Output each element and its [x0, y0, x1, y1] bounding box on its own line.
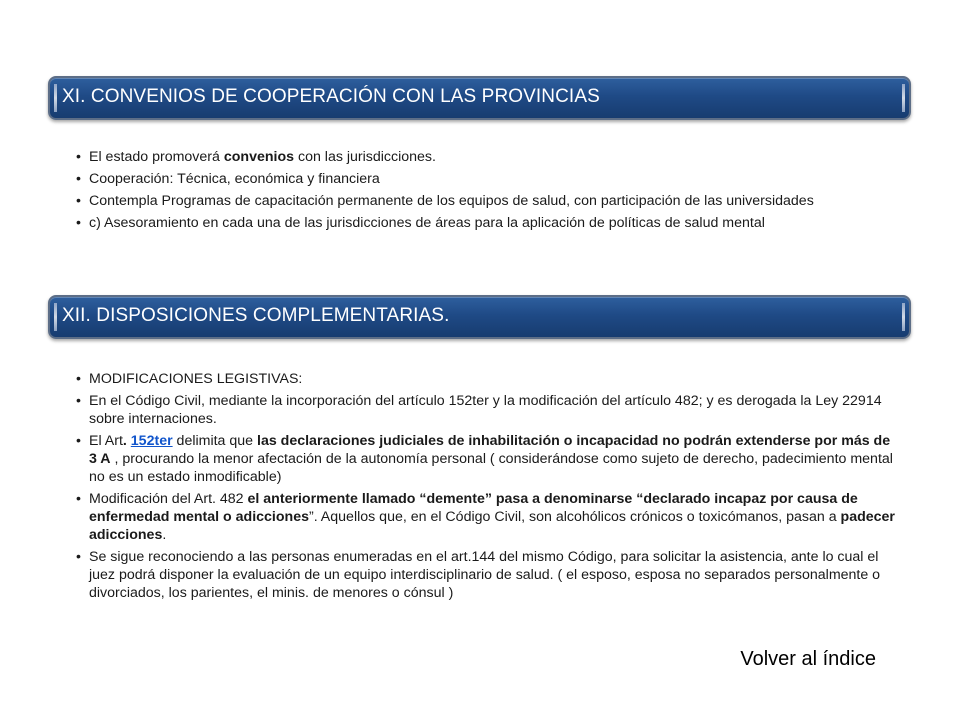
- bullet-bold-text: padecer adicciones: [89, 509, 895, 543]
- list-item: [76, 392, 898, 428]
- list-item: [76, 192, 906, 210]
- banner-left-accent: [54, 84, 57, 112]
- bullet-bold-text: el anteriormente llamado “demente” pasa a denominarse “declarado incapaz por causa de enfermedad mental o adicciones: [89, 491, 858, 525]
- list-item: [76, 490, 898, 544]
- section-xii-list: [76, 370, 898, 606]
- list-item: [76, 548, 898, 602]
- list-item: [76, 432, 898, 486]
- back-to-index-link[interactable]: Volver al índice: [740, 648, 876, 670]
- bullet-text: Modificación del Art. 482: [89, 491, 248, 507]
- bullet-text: El estado promoverá: [89, 149, 224, 165]
- art-152ter-link[interactable]: 152ter: [130, 433, 173, 449]
- list-item: [76, 148, 906, 166]
- section-xi-title: XI. CONVENIOS DE COOPERACIÓN CON LAS PROVINCIAS: [62, 86, 600, 107]
- bullet-text: En el Código Civil, mediante la incorporación del artículo 152ter y la modificación del artículo 482; y es derogada la Ley 22914 sobre internaciones.: [89, 393, 882, 427]
- section-xii-banner: [48, 295, 911, 339]
- list-item: [76, 214, 906, 232]
- banner-right-accent: [902, 303, 905, 331]
- list-item: [76, 170, 906, 188]
- bullet-bold-text: .: [122, 433, 131, 449]
- bullet-text: , procurando la menor afectación de la autonomía personal ( considerándose como sujeto de derecho, padecimiento mental no es un estado inmodificable): [89, 451, 893, 485]
- bullet-text: El Art: [89, 433, 123, 449]
- bullet-text: c) Asesoramiento en cada una de las jurisdicciones de áreas para la aplicación de políticas de salud mental: [89, 215, 765, 231]
- bullet-text: Se sigue reconociendo a las personas enumeradas en el art.144 del mismo Código, para solicitar la asistencia, ante lo cual el juez podrá disponer la evaluación de un equipo interdisciplinario de salud. ( el esposo, esposa no separados personalmente o divorciados, los parientes, el minis. de menores o cónsul ): [89, 549, 881, 601]
- bullet-text: MODIFICACIONES LEGISTIVAS:: [89, 371, 303, 387]
- bullet-text: Cooperación: Técnica, económica y financiera: [89, 171, 380, 187]
- bullet-text: ”. Aquellos que, en el Código Civil, son alcohólicos crónicos o toxicómanos, pasan a: [308, 509, 841, 525]
- bullet-text: .: [162, 527, 167, 543]
- section-xii-title: XII. DISPOSICIONES COMPLEMENTARIAS.: [62, 305, 450, 326]
- banner-left-accent: [54, 303, 57, 331]
- bullet-bold-text: las declaraciones judiciales de inhabilitación o incapacidad no podrán extenderse por más de 3 A: [89, 433, 891, 467]
- banner-right-accent: [902, 84, 905, 112]
- section-xi-banner: [48, 76, 911, 120]
- bullet-text: con las jurisdicciones.: [294, 149, 436, 165]
- list-item: [76, 370, 898, 388]
- section-xi-list: [76, 148, 906, 236]
- bullet-text: Contempla Programas de capacitación permanente de los equipos de salud, con participación de las universidades: [89, 193, 814, 209]
- bullet-text: delimita que: [172, 433, 257, 449]
- bullet-bold-text: convenios: [223, 149, 295, 165]
